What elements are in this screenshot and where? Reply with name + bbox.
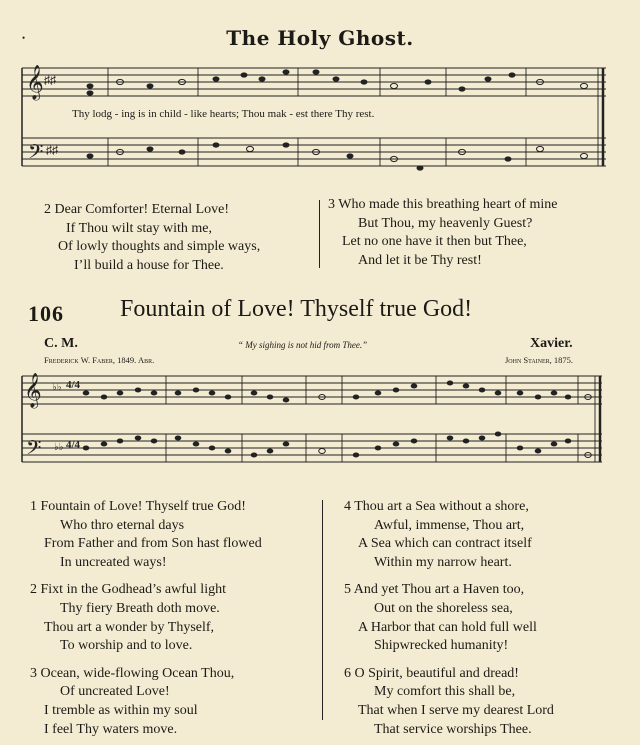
svg-text:♭♭: ♭♭ — [54, 442, 64, 453]
verse-divider — [319, 200, 320, 268]
tune-name: Xavier. — [530, 336, 573, 351]
verse-line — [30, 665, 262, 684]
verse-line — [30, 581, 262, 600]
author-credit: Frederick W. Faber, 1849. Abr. — [44, 355, 155, 365]
verse-line: Of uncreated Love! — [60, 684, 170, 700]
verse-line-text: Ocean, wide-flowing Ocean Thou, — [40, 665, 235, 681]
svg-text:𝄢: 𝄢 — [28, 140, 44, 168]
verse-line: Thou art a wonder by Thyself, — [44, 619, 215, 635]
verse-line-text: Fountain of Love! Thyself true God! — [40, 499, 246, 514]
decorative-dot: • — [22, 33, 26, 43]
verse-line: My comfort this shall be, — [374, 684, 516, 700]
verse-line: A Harbor that can hold full well — [358, 619, 537, 635]
hymn105-verse3 — [328, 196, 558, 270]
verse-line-text: Thou art a Sea without a shore, — [354, 499, 529, 514]
verse-number: 3 — [328, 197, 335, 212]
meter-label: C. M. — [44, 336, 78, 351]
svg-text:♯♯: ♯♯ — [46, 143, 58, 157]
time-signature-treble: 4/4 — [66, 379, 81, 391]
hymn-title: Fountain of Love! Thyself true God! — [120, 296, 473, 322]
svg-text:𝄞: 𝄞 — [24, 373, 42, 408]
verse-line: Shipwrecked humanity! — [374, 638, 509, 654]
verse-line-text: Who made this breathing heart of mine — [338, 197, 558, 212]
verse-line — [344, 581, 554, 600]
verse-line-text: Dear Comforter! Eternal Love! — [54, 202, 230, 217]
verse-line: Let no one have it then but Thee, — [342, 234, 527, 250]
verse-number: 1 — [30, 499, 37, 514]
verse-line — [344, 665, 554, 684]
verse-line — [344, 498, 554, 517]
epigraph: “ My sighing is not hid from Thee.” — [238, 340, 368, 350]
hymn106-verses-left — [30, 498, 262, 739]
verse-line: Thy fiery Breath doth move. — [60, 600, 220, 616]
time-signature-bass: 4/4 — [66, 439, 81, 451]
verse-number: 3 — [30, 665, 37, 681]
verse-line: That when I serve my dearest Lord — [358, 702, 554, 718]
verse-line: If Thou wilt stay with me, — [66, 220, 212, 236]
section-title: The Holy Ghost. — [226, 26, 414, 50]
verse-line-text: And yet Thou art a Haven too, — [353, 582, 525, 598]
verse-line: Of lowly thoughts and simple ways, — [58, 239, 261, 255]
verse-line — [44, 201, 260, 220]
verse-line: Who thro eternal days — [60, 517, 185, 533]
verse-line-text: O Spirit, beautiful and dread! — [354, 665, 519, 681]
verse-line: Within my narrow heart. — [374, 554, 512, 570]
verse-line: From Father and from Son hast flowed — [44, 536, 262, 552]
verse-line — [328, 196, 558, 215]
verse-line: I’ll build a house for Thee. — [74, 257, 224, 273]
verse-line: I tremble as within my soul — [44, 702, 198, 718]
svg-text:♯♯: ♯♯ — [44, 73, 56, 87]
verse-line: To worship and to love. — [60, 638, 193, 654]
verse-number: 4 — [344, 499, 351, 514]
verse-number: 2 — [44, 202, 51, 217]
verse-line: And let it be Thy rest! — [358, 252, 482, 268]
hymn106-verses-right — [344, 498, 554, 739]
verse-number: 5 — [344, 582, 351, 598]
verse-line: But Thou, my heavenly Guest? — [358, 215, 533, 231]
verse-line — [30, 498, 262, 517]
verse-line: Awful, immense, Thou art, — [374, 517, 525, 533]
verse-line-text: Fixt in the Godhead’s awful light — [40, 582, 226, 598]
verse-number: 6 — [344, 665, 351, 681]
svg-text:♭♭: ♭♭ — [52, 382, 62, 393]
svg-text:𝄢: 𝄢 — [26, 436, 42, 464]
verse-line: A Sea which can contract itself — [358, 536, 532, 552]
hymn-number: 106 — [28, 301, 64, 326]
verse-line: That service worships Thee. — [374, 721, 532, 737]
verse-line: I feel Thy waters move. — [44, 721, 178, 737]
composer-credit: John Stainer, 1875. — [505, 355, 574, 365]
hymn105-verse2 — [44, 201, 260, 275]
verse-line: In uncreated ways! — [60, 554, 167, 570]
verse-line: Out on the shoreless sea, — [374, 600, 513, 616]
verse-divider — [322, 500, 323, 720]
hymn105-lyric-line: Thy lodg - ing is in child - like hearts; Thou mak - est there Thy rest. — [72, 108, 375, 120]
music-score-hymn106 — [0, 360, 640, 480]
svg-text:𝄞: 𝄞 — [26, 65, 44, 100]
verse-number: 2 — [30, 582, 37, 598]
